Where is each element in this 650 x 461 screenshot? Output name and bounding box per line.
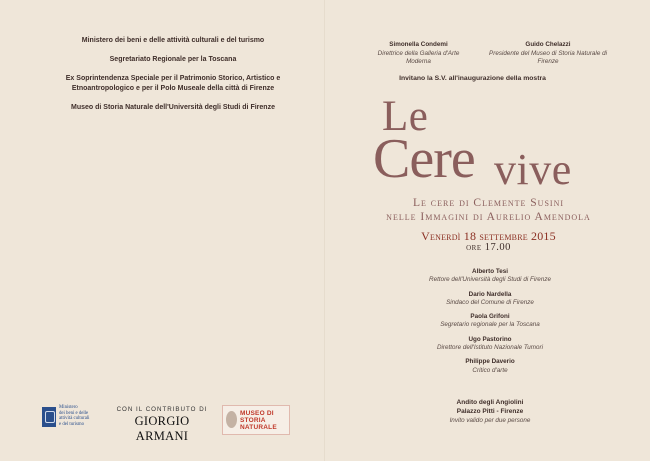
speakers-list [395,268,585,381]
speaker-name: Dario Nardella [468,290,512,298]
ministero-emblem-icon [42,407,56,427]
ministero-logo-line: Ministero [59,405,78,410]
ministero-logo-text [59,405,105,427]
speaker-name: Alberto Tesi [472,268,508,275]
speaker-role: Segretario regionale per la Toscana [440,321,540,329]
institution-soprintendenza: Ex Soprintendenza Speciale per il Patrimonio Storico, Artistico e Etnoantropologico e per il Polo Museale della città di Firenze [65,75,281,92]
institutions-list [48,36,298,122]
event-date: Venerdì 18 settembre 2015 [421,229,556,243]
signatory-name: Guido Chelazzi [525,41,571,48]
speaker-name: Paola Grifoni [470,313,510,321]
ministero-logo-line: e del turismo [59,421,85,427]
subtitle-line-1: Le cere di Clemente Susini [412,197,565,209]
signatory-chelazzi [481,41,615,67]
museo-logo-line: NATURALE [240,424,277,431]
museo-seal-icon [226,411,237,428]
speaker-role: Sindaco del Comune di Firenze [446,298,534,306]
title-cere: Cere [373,128,475,190]
speaker-role: Rettore dell'Università degli Studi di Firenze [429,276,551,284]
speaker-role: Direttore dell'Istituto Nazionale Tumori [436,344,544,352]
sponsor-intro: CON IL CONTRIBUTO DI [116,406,208,413]
speaker [395,358,585,375]
sponsor-armani [112,406,212,444]
subtitle-line-2: nelle Immagini di Aurelio Amendola [386,211,591,223]
museo-logo-line: STORIA [240,417,266,424]
speaker-name: Philippe Daverio [465,358,515,366]
speaker [395,313,585,330]
speaker-name: Ugo Pastorino [468,335,512,343]
speaker-role: Critico d'arte [472,366,508,374]
sponsor-name: GIORGIO ARMANI [134,414,190,443]
title-le: Le [382,93,429,140]
signatory-role: Presidente del Museo di Storia Naturale di Firenze [489,49,607,65]
speaker [395,336,585,353]
event-time: ore 17.00 [466,242,511,253]
ministero-logo [42,405,102,431]
museo-logo [222,405,290,435]
institution-segretariato: Segretariato Regionale per la Toscana [109,56,237,63]
signatory-condemi [366,41,471,67]
venue-palace: Palazzo Pitti - Firenze [456,408,524,415]
institution-ministero: Ministero dei beni e delle attività culturali e del turismo [81,37,265,44]
title-vive: vive [494,145,572,194]
logos-row [40,405,300,443]
ministero-logo-line: dei beni e delle [59,410,89,416]
speaker [395,291,585,308]
venue-block [395,398,585,425]
venue-room: Andito degli Angiolini [456,399,524,406]
signatory-role: Direttrice della Galleria d'Arte Moderna [377,49,460,65]
fold-line [324,0,325,461]
museo-logo-line: MUSEO DI [240,410,274,417]
signatory-name: Simonella Condemi [389,41,448,48]
institution-museo: Museo di Storia Naturale dell'Università degli Studi di Firenze [71,104,275,111]
speaker [395,268,585,285]
ministero-logo-line: attività culturali [59,416,90,422]
invitation-note: Invito valido per due persone [449,417,531,424]
invite-line: Invitano la S.V. all'inaugurazione della mostra [399,75,546,82]
museo-logo-text [240,410,277,431]
